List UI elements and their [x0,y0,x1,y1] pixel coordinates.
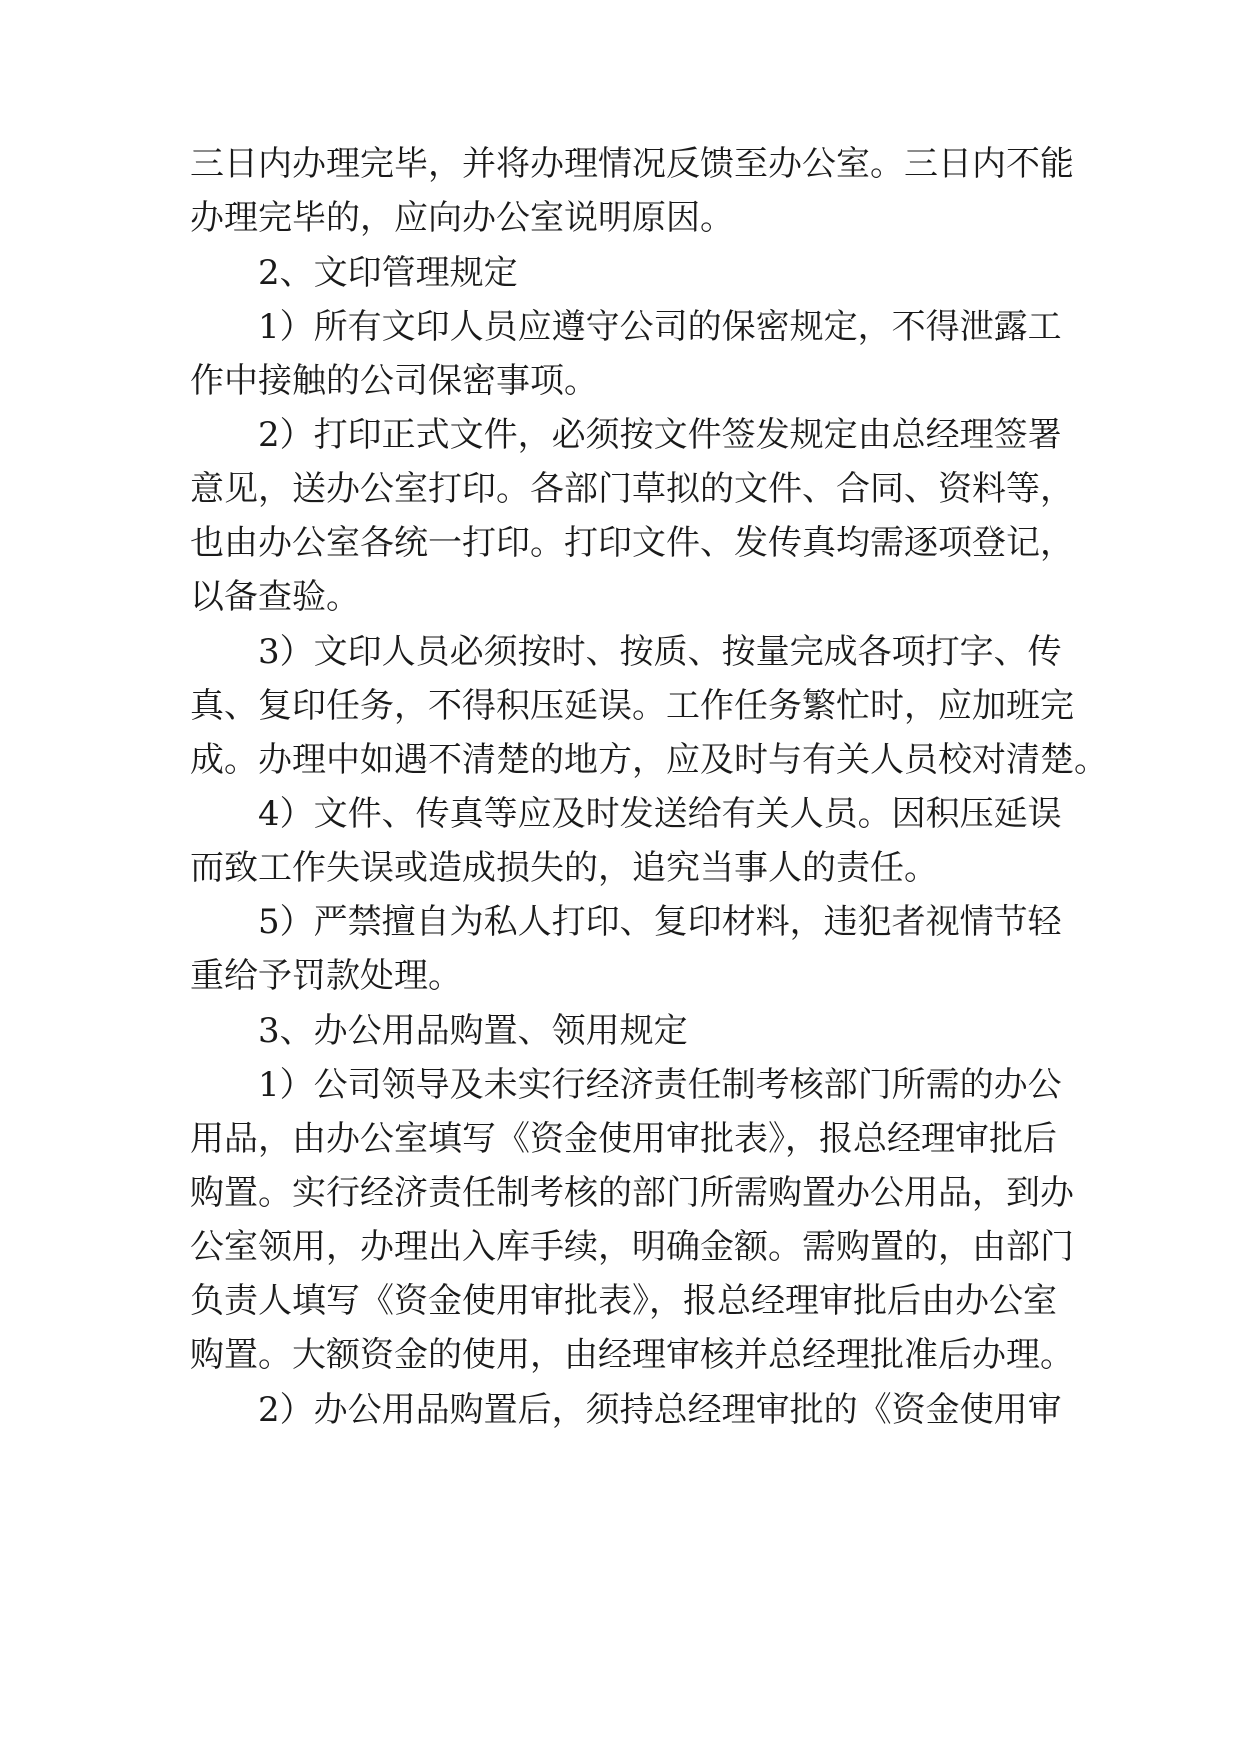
text-line: 1）公司领导及未实行经济责任制考核部门所需的办公 [258,1065,1062,1105]
text-line: 1）所有文印人员应遵守公司的保密规定，不得泄露工 [258,307,1062,347]
text-line: 2）办公用品购置后，须持总经理审批的《资金使用审 [258,1390,1062,1430]
text-line: 负责人填写《资金使用审批表》，报总经理审批后由办公室 [190,1281,1057,1321]
text-line: 作中接触的公司保密事项。 [190,361,598,401]
text-line: 也由办公室各统一打印。打印文件、发传真均需逐项登记， [190,523,1074,563]
text-line: 重给予罚款处理。 [190,956,462,996]
text-line: 办理完毕的，应向办公室说明原因。 [190,198,734,238]
text-line: 3）文印人员必须按时、按质、按量完成各项打字、传 [258,632,1062,672]
text-line: 购置。实行经济责任制考核的部门所需购置办公用品，到办 [190,1173,1074,1213]
text-line: 以备查验。 [190,577,360,617]
section-heading: 3、办公用品购置、领用规定 [258,1011,688,1051]
text-line: 5）严禁擅自为私人打印、复印材料，违犯者视情节轻 [258,902,1062,942]
text-line: 意见，送办公室打印。各部门草拟的文件、合同、资料等， [190,469,1074,509]
text-line: 2）打印正式文件，必须按文件签发规定由总经理签署 [258,415,1062,455]
text-line: 真、复印任务，不得积压延误。工作任务繁忙时，应加班完 [190,686,1074,726]
text-line: 用品，由办公室填写《资金使用审批表》，报总经理审批后 [190,1119,1057,1159]
text-line: 而致工作失误或造成损失的，追究当事人的责任。 [190,848,938,888]
section-heading: 2、文印管理规定 [258,253,518,293]
text-line: 购置。大额资金的使用，由经理审核并总经理批准后办理。 [190,1335,1074,1375]
text-line: 成。办理中如遇不清楚的地方，应及时与有关人员校对清楚。 [190,740,1108,780]
text-line: 4）文件、传真等应及时发送给有关人员。因积压延误 [258,794,1062,834]
text-line: 三日内办理完毕，并将办理情况反馈至办公室。三日内不能 [190,144,1074,184]
text-line: 公室领用，办理出入库手续，明确金额。需购置的，由部门 [190,1227,1074,1267]
